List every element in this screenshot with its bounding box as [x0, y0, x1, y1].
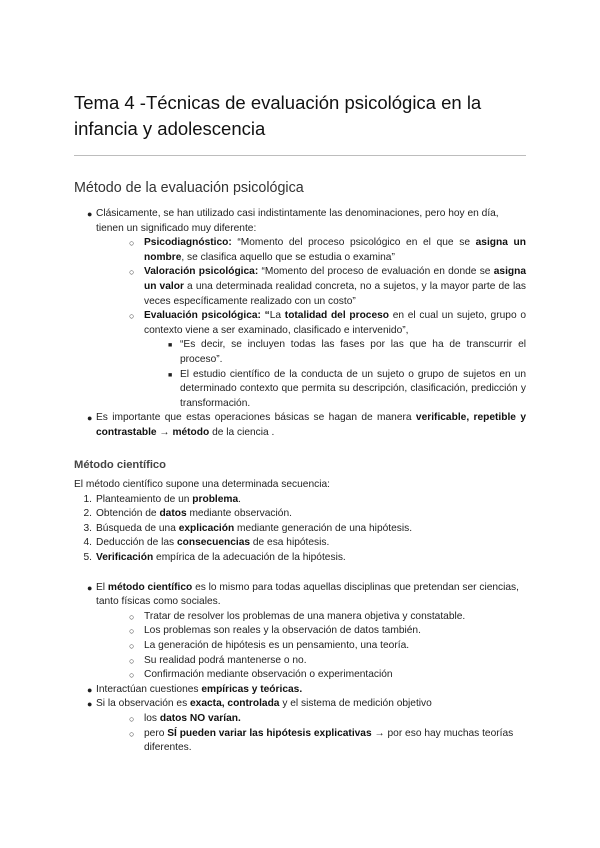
bold-text: método	[172, 426, 210, 438]
list-item-sub	[74, 610, 526, 625]
ordered-item	[74, 507, 526, 522]
circle-bullet-icon: ○	[129, 728, 135, 739]
bullet-icon: ●	[87, 699, 93, 710]
ordered-item	[74, 522, 526, 537]
list-item-psicodiagnostico	[74, 236, 526, 265]
text: , se clasifica aquello que se estudia o examina”	[181, 251, 395, 263]
item-number: 5.	[83, 551, 92, 563]
text: Es importante que estas operaciones básicas se hagan de manera	[96, 412, 416, 424]
circle-bullet-icon: ○	[129, 311, 135, 322]
ordered-item	[74, 493, 526, 508]
text: mediante observación.	[186, 508, 292, 520]
square-bullet-icon: ■	[168, 342, 173, 350]
list-item-sub	[74, 654, 526, 669]
section-heading-metodo-evaluacion: Método de la evaluación psicológica	[74, 180, 304, 196]
circle-bullet-icon: ○	[129, 238, 135, 249]
bold-text: problema	[192, 493, 239, 505]
list-item-sub	[74, 624, 526, 639]
text: Si la observación es	[96, 698, 191, 710]
list-item-sub	[74, 639, 526, 654]
term-label: Valoración psicológica:	[144, 266, 259, 278]
list-item	[74, 581, 526, 610]
bold-text: exacta, controlada	[190, 698, 280, 710]
bold-text: consecuencias	[176, 537, 251, 549]
paragraph-text: Clásicamente, se han utilizado casi indistintamente las denominaciones, pero hoy en día, tienen un significado muy diferente:	[96, 208, 499, 234]
bold-text: Verificación	[96, 551, 154, 563]
section-heading-metodo-cientifico: Método científico	[74, 459, 166, 471]
item-number: 2.	[83, 508, 92, 520]
bold-text: verificable, repetible y contrastable	[96, 412, 526, 438]
text: Búsqueda de una	[96, 522, 179, 534]
text: Confirmación mediante observación o experimentación	[144, 669, 393, 681]
list-item	[74, 683, 526, 698]
bullet-icon: ●	[87, 209, 93, 219]
list-item-valoracion	[74, 265, 526, 309]
text: de esa hipótesis.	[250, 537, 330, 549]
text: Deducción de las	[96, 537, 177, 549]
text: en el cual un sujeto, grupo o contexto viene a ser examinado, clasificado e intervenido”,	[144, 310, 526, 336]
text: El estudio científico de la conducta de un sujeto o grupo de sujetos en un determinado contexto que permita su descripción, clasificación, predicción y transformación.	[180, 368, 526, 409]
intro-text: El método científico supone una determinada secuencia:	[74, 479, 330, 490]
text: “Momento del proceso de evaluación en donde se	[258, 266, 494, 278]
bold-text: datos NO varían.	[159, 712, 241, 724]
text: .	[238, 493, 241, 505]
term-label: Evaluación psicológica: “	[144, 310, 270, 322]
list-item-sub	[74, 338, 526, 367]
circle-bullet-icon: ○	[129, 670, 135, 681]
ordered-item	[74, 536, 526, 551]
circle-bullet-icon: ○	[129, 713, 135, 724]
bullet-icon: ●	[87, 582, 93, 593]
circle-bullet-icon: ○	[129, 267, 135, 278]
term-label: Psicodiagnóstico:	[144, 237, 232, 249]
text: es lo mismo para todas aquellas disciplinas que pretendan ser ciencias, tanto físicas como sociales.	[96, 581, 519, 608]
section1-content	[74, 207, 526, 441]
bold-text: asigna un valor	[144, 266, 527, 292]
bold-text: empíricas y teóricas.	[201, 683, 303, 695]
text: → por eso hay muchas teorías diferentes.	[144, 727, 514, 754]
bullet-icon: ●	[87, 684, 93, 695]
bold-text: método científico	[107, 581, 193, 593]
list-item-sub	[74, 712, 526, 727]
text: “Momento del proceso psicológico en el que se	[231, 237, 476, 249]
circle-bullet-icon: ○	[129, 611, 135, 622]
title-divider	[74, 155, 526, 156]
text: Planteamiento de un	[96, 493, 193, 505]
text: mediante generación de una hipótesis.	[234, 522, 413, 534]
list-item	[74, 207, 526, 236]
bold-text: explicación	[178, 522, 235, 534]
item-number: 1.	[83, 493, 92, 505]
text: La	[269, 310, 285, 322]
text: Interactúan cuestiones	[96, 683, 202, 695]
bold-text: datos	[159, 508, 187, 520]
text: empírica de la adecuación de la hipótesis.	[153, 551, 346, 563]
bold-text: totalidad del proceso	[284, 310, 390, 322]
arrow-text: →	[156, 426, 173, 438]
text: a una determinada realidad concreta, no a sujetos, y la mayor parte de las veces específicamente realizado con un costo”	[144, 280, 526, 307]
text: de la ciencia .	[209, 426, 275, 438]
circle-bullet-icon: ○	[129, 626, 135, 637]
spacer	[74, 566, 526, 581]
circle-bullet-icon: ○	[129, 655, 135, 666]
text: La generación de hipótesis es un pensamiento, una teoría.	[144, 639, 410, 651]
list-item-sub	[74, 368, 526, 412]
text: Los problemas son reales y la observación de datos también.	[144, 625, 421, 637]
bold-text: asigna un nombre	[144, 237, 526, 263]
square-bullet-icon: ■	[168, 371, 173, 379]
text: Obtención de	[96, 508, 160, 520]
bullet-icon: ●	[87, 413, 93, 424]
text: y el sistema de medición objetivo	[279, 698, 432, 710]
list-item-sub	[74, 668, 526, 683]
text: “Es decir, se incluyen todas las fases por las que ha de transcurrir el proceso”.	[180, 339, 526, 365]
section2-content	[74, 478, 526, 756]
text: El	[96, 581, 108, 593]
text: Tratar de resolver los problemas de una manera objetiva y constatable.	[144, 610, 466, 622]
text: Su realidad podrá mantenerse o no.	[144, 654, 307, 666]
item-number: 4.	[83, 537, 92, 549]
page-title: Tema 4 -Técnicas de evaluación psicológica en la infancia y adolescencia	[74, 92, 482, 139]
text: pero	[144, 727, 168, 739]
item-number: 3.	[83, 522, 92, 534]
ordered-item	[74, 551, 526, 566]
list-item	[74, 697, 526, 712]
list-item-evaluacion	[74, 309, 526, 338]
text: los	[144, 712, 160, 724]
list-item	[74, 411, 526, 440]
bold-text: SÍ pueden variar las hipótesis explicativas	[167, 727, 372, 739]
list-item-sub	[74, 727, 526, 756]
circle-bullet-icon: ○	[129, 640, 135, 651]
